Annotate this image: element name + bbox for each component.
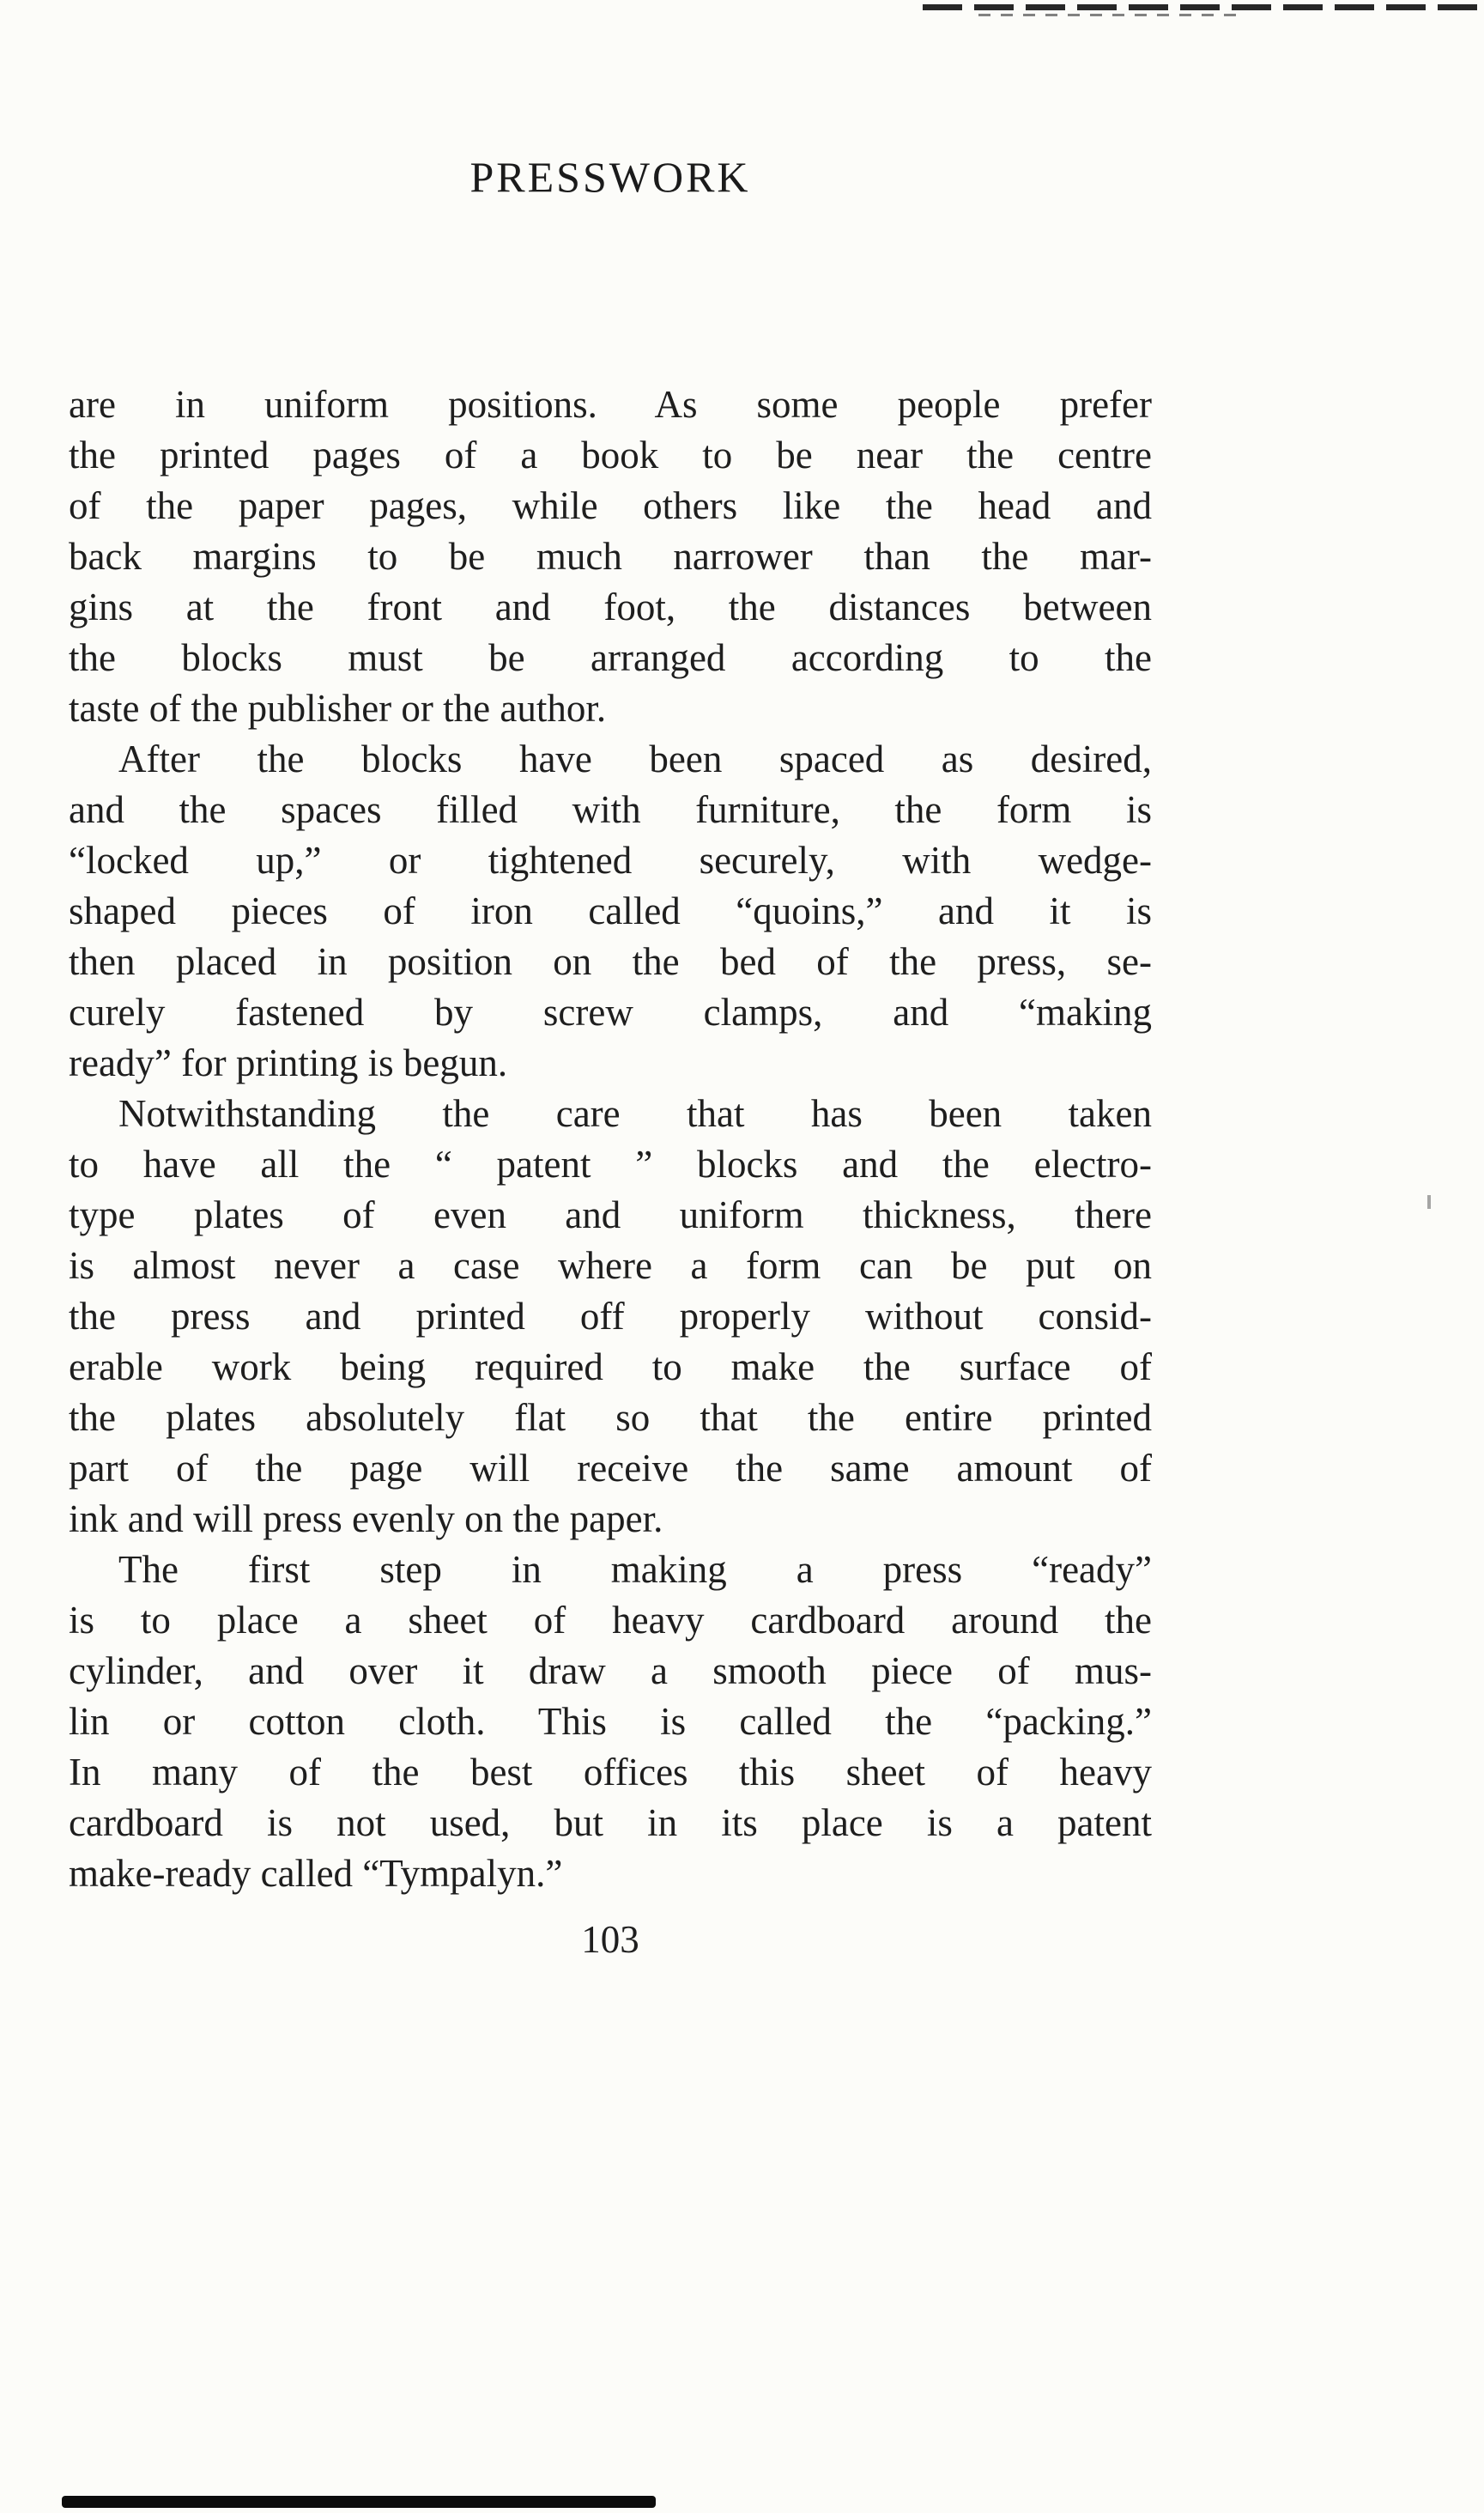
text-line: the press and printed off properly without consid- (69, 1295, 1152, 1338)
text-line: ink and will press evenly on the paper. (69, 1497, 663, 1540)
text-line: make-ready called “Tympalyn.” (69, 1852, 563, 1895)
text-line: the printed pages of a book to be near the centre (69, 434, 1152, 476)
text-line: ready” for printing is begun. (69, 1041, 508, 1084)
scan-speck (1427, 1195, 1431, 1209)
text-line: taste of the publisher or the author. (69, 687, 607, 730)
paragraph (69, 1089, 1152, 1545)
text-line: cylinder, and over it draw a smooth piece of mus- (69, 1649, 1152, 1692)
text-line: In many of the best offices this sheet of heavy (69, 1751, 1152, 1794)
text-line: cardboard is not used, but in its place is a patent (69, 1801, 1152, 1844)
page-number: 103 (581, 1918, 639, 1961)
text-line: part of the page will receive the same amount of (69, 1447, 1152, 1490)
text-line: curely fastened by screw clamps, and “making (69, 991, 1152, 1034)
text-line: back margins to be much narrower than the mar- (69, 535, 1152, 578)
text-line: erable work being required to make the surface of (69, 1345, 1152, 1388)
text-line: lin or cotton cloth. This is called the “packing.” (69, 1700, 1152, 1743)
text-line: the blocks must be arranged according to the (69, 636, 1152, 679)
running-head: PRESSWORK (469, 153, 751, 201)
text-line: gins at the front and foot, the distances between (69, 586, 1152, 628)
text-line: is to place a sheet of heavy cardboard around the (69, 1599, 1152, 1642)
text-line: “locked up,” or tightened securely, with wedge- (69, 839, 1152, 882)
text-line: is almost never a case where a form can be put on (69, 1244, 1152, 1287)
text-line: type plates of even and uniform thickness, there (69, 1193, 1152, 1236)
text-line: The first step in making a press “ready” (118, 1548, 1152, 1591)
paragraph (69, 734, 1152, 1089)
text-line: the plates absolutely flat so that the entire printed (69, 1396, 1152, 1439)
text-line: After the blocks have been spaced as desired, (118, 738, 1152, 780)
text-line: to have all the “ patent ” blocks and the electro- (69, 1143, 1152, 1186)
text-line: are in uniform positions. As some people prefer (69, 383, 1152, 426)
paragraph (69, 1545, 1152, 1899)
text-line: Notwithstanding the care that has been taken (118, 1092, 1152, 1135)
text-line: and the spaces filled with furniture, the form is (69, 788, 1152, 831)
paragraph (69, 379, 1152, 734)
text-column (69, 0, 1152, 1965)
text-line: shaped pieces of iron called “quoins,” and it is (69, 889, 1152, 932)
scan-artifact-bottom-edge (62, 2496, 656, 2508)
text-line: of the paper pages, while others like the head and (69, 484, 1152, 527)
text-line: then placed in position on the bed of the press, se- (69, 940, 1152, 983)
page-body (69, 379, 1152, 1899)
